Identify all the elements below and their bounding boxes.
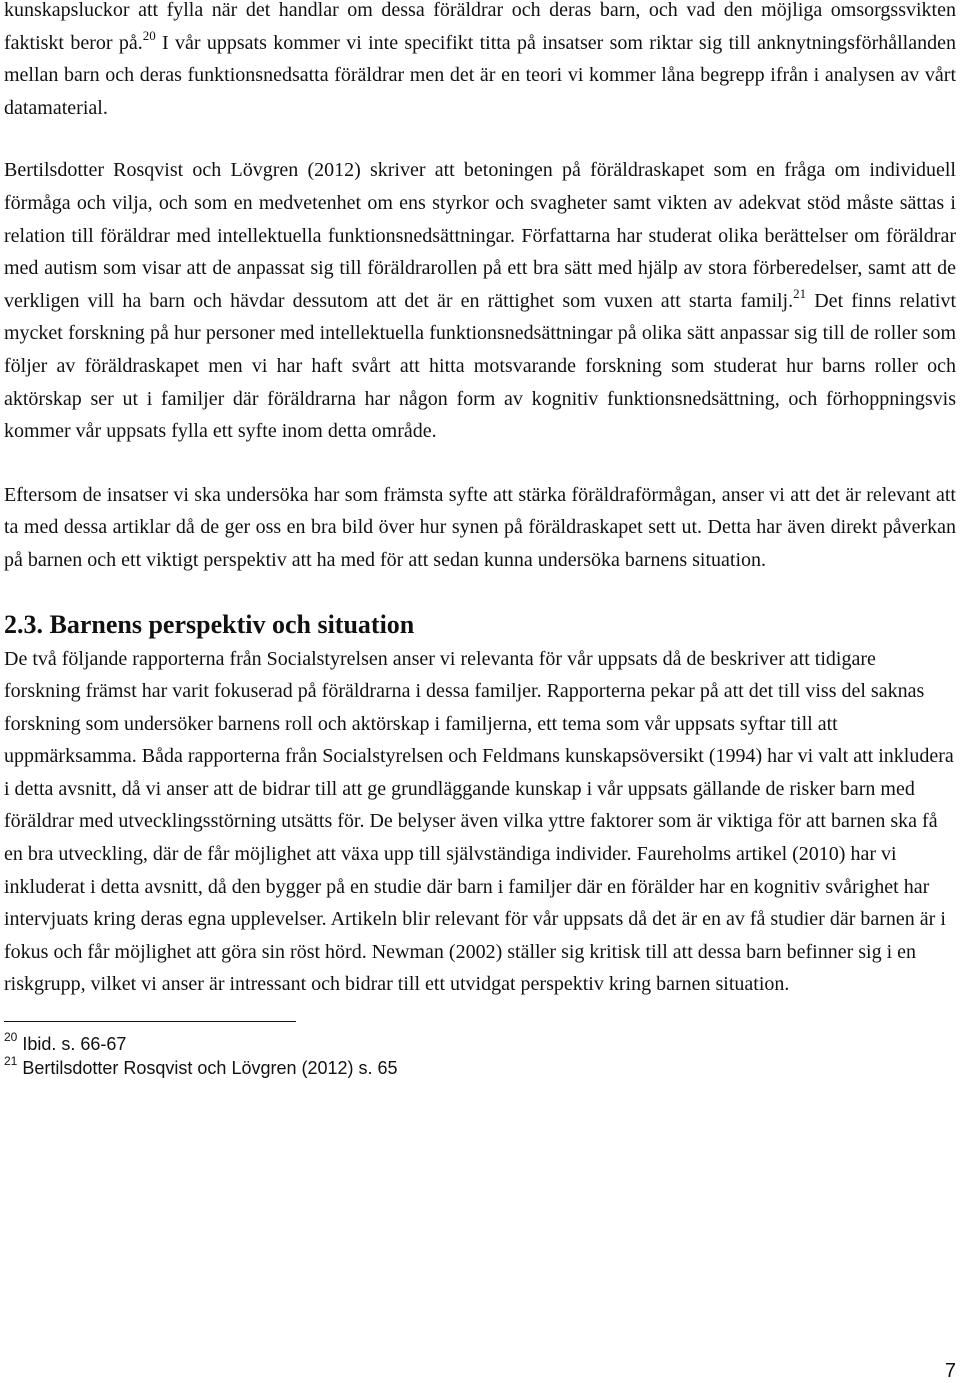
paragraph-2-text-b: Det finns relativt mycket forskning på hur personer med intellektuella funktionsnedsättningar på olika sätt anpassar sig till de roller som följer av föräldraskapet men vi har haft svårt att hitta motsvarande forskning som studerat hur barns roller och aktörskap ser ut i familjer där föräldrarna har någon form av kognitiv funktionsnedsättning, och förhoppningsvis kommer vår uppsats fylla ett syfte inom detta område. — [4, 289, 956, 443]
paragraph-2 — [4, 154, 956, 447]
document-page — [4, 0, 956, 1383]
page-number: 7 — [944, 1360, 956, 1382]
footnotes — [4, 1032, 956, 1080]
footnote-divider — [4, 1021, 296, 1022]
paragraph-2-text-a: Bertilsdotter Rosqvist och Lövgren (2012) skriver att betoningen på föräldraskapet som en fråga om individuell förmåga och vilja, och som en medvetenhet om ens styrkor och svagheter samt vikten av adekvat stöd måste sättas i relation till föräldrar med intellektuella funktionsnedsättningar. Författarna har studerat olika berättelser om föräldrar med autism som visar att de anpassat sig till föräldrarollen på ett bra sätt med hjälp av stora förberedelser, samt att de verkligen vill ha barn och hävdar dessutom att det är en rättighet som vuxen att starta familj. — [4, 159, 956, 312]
footnote-text: Bertilsdotter Rosqvist och Lövgren (2012) s. 65 — [17, 1058, 398, 1079]
footnote-text: Ibid. s. 66-67 — [17, 1034, 127, 1055]
footnote-21 — [4, 1056, 956, 1080]
footnote-20 — [4, 1032, 956, 1056]
section-heading — [4, 607, 956, 643]
footnote-number: 20 — [4, 1030, 18, 1045]
section-title: Barnens perspektiv och situation — [43, 609, 415, 639]
paragraph-4: De två följande rapporterna från Socialstyrelsen anser vi relevanta för vår uppsats då de beskriver att tidigare forskning främst har varit fokuserad på föräldrarna i dessa familjer. Rapporterna pekar på att det till viss del saknas forskning som undersöker barnens roll och aktörskap i familjerna, ett tema som vår uppsats syftar till att uppmärksamma. Båda rapporterna från Socialstyrelsen och Feldmans kunskapsöversikt (1994) har vi valt att inkludera i detta avsnitt, då vi anser att de bidrar till att ge grundläggande kunskap i vår uppsats gällande de risker barn med föräldrar med utvecklingsstörning utsätts för. De belyser även vilka yttre faktorer som är viktiga för att barnen ska få en bra utveckling, där de får möjlighet att växa upp till självständiga individer. Faureholms artikel (2010) har vi inkluderat i detta avsnitt, då den bygger på en studie där barn i familjer där en förälder har en kognitiv svårighet har intervjuats kring deras egna upplevelser. Artikeln blir relevant för vår uppsats då det är en av få studier där barnen är i fokus och får möjlighet att göra sin röst hörd. Newman (2002) ställer sig kritisk till att dessa barn befinner sig i en riskgrupp, vilket vi anser är intressant och bidrar till ett utvidgat perspektiv kring barnen situation. — [4, 647, 954, 996]
paragraph-3: Eftersom de insatser vi ska undersöka har som främsta syfte att stärka föräldraförmågan, anser vi att det är relevant att ta med dessa artiklar då de ger oss en bra bild över hur synen på föräldraskapet sett ut. Detta har även direkt påverkan på barnen och ett viktigt perspektiv att ha med för att sedan kunna undersöka barnens situation. — [4, 483, 956, 571]
footnote-number: 21 — [4, 1054, 18, 1069]
section-number: 2.3. — [4, 609, 43, 639]
footnote-ref-20[interactable]: 20 — [142, 27, 156, 43]
footnote-ref-21[interactable]: 21 — [793, 286, 807, 302]
paragraph-1-text-a: kunskapsluckor att fylla när det handlar om dessa föräldrar och deras barn, och vad den möjliga omsorgssvikten faktiskt beror på. — [4, 0, 956, 54]
paragraph-1 — [4, 0, 956, 124]
paragraph-1-text-b: I vår uppsats kommer vi inte specifikt titta på insatser som riktar sig till anknytningsförhållanden mellan barn och deras funktionsnedsatta föräldrar men det är en teori vi kommer låna begrepp ifrån i analysen av vårt datamaterial. — [4, 31, 956, 119]
